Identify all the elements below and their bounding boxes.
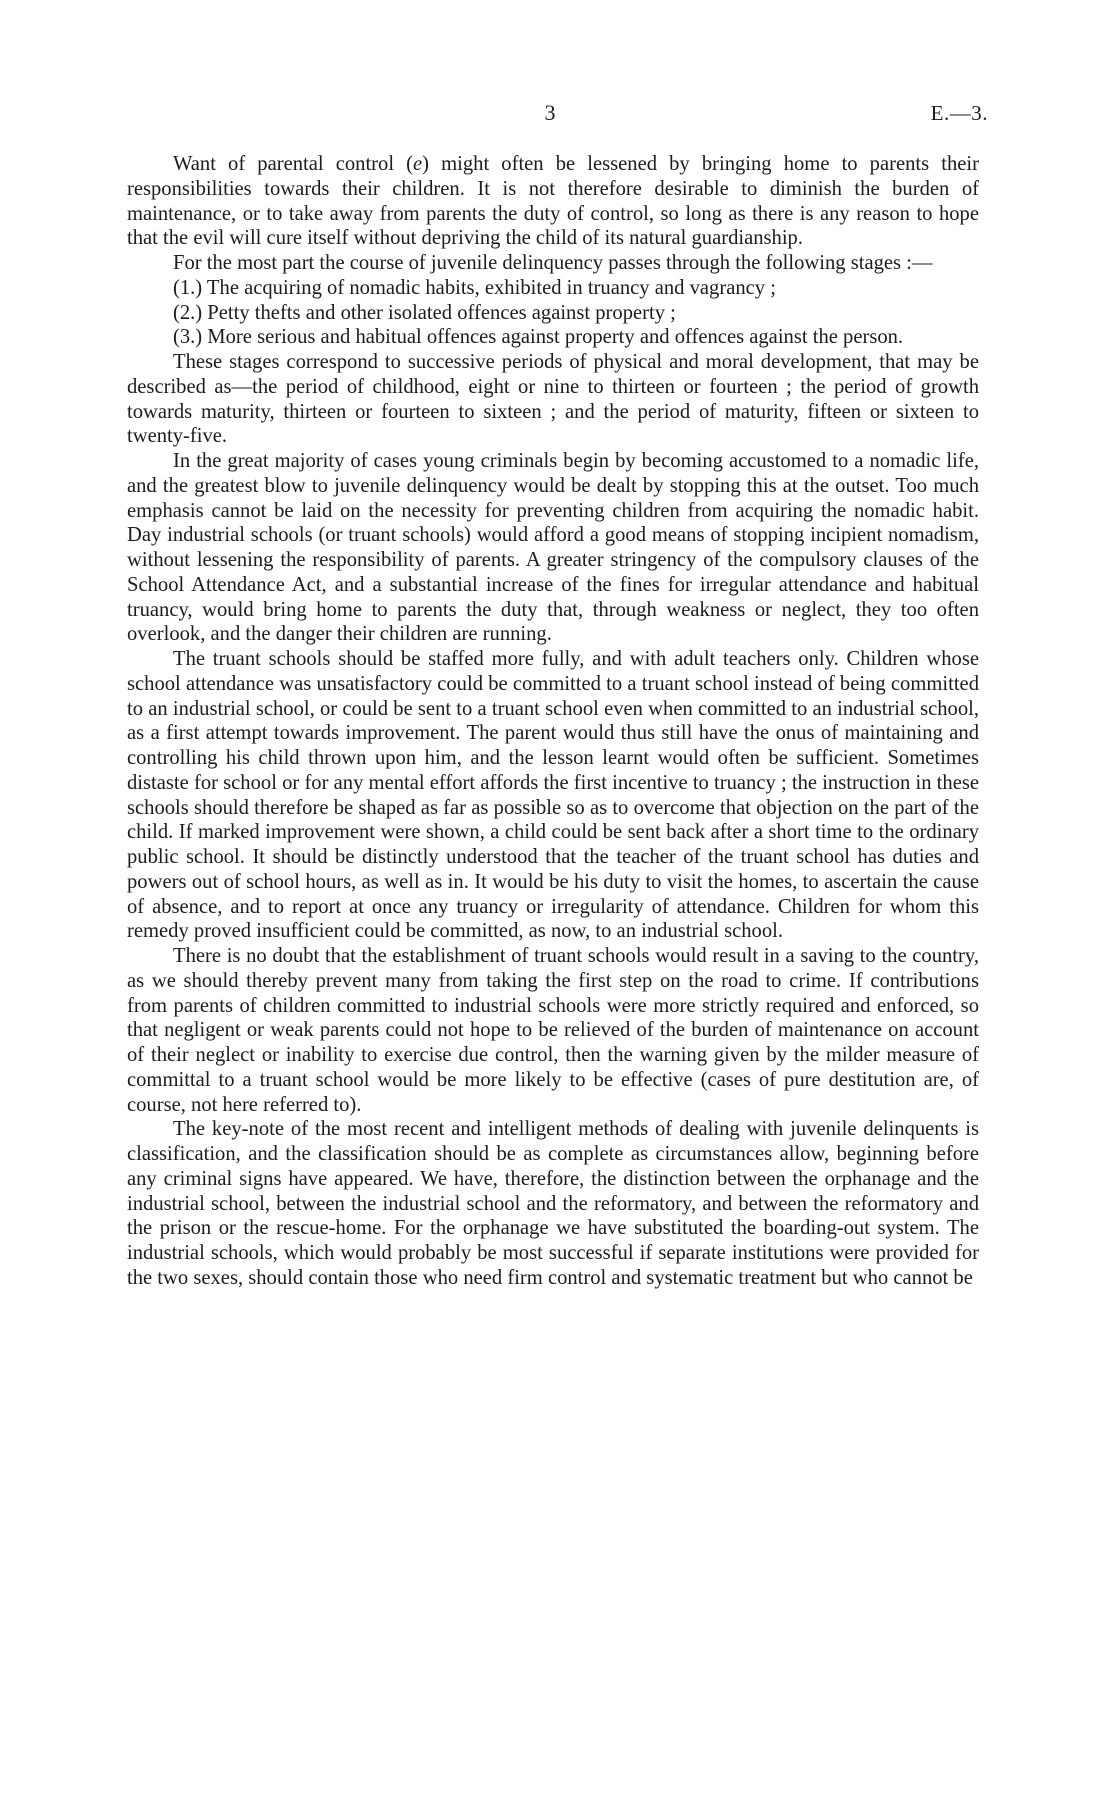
stage-item-3: (3.) More serious and habitual offences against property and offences against the person. bbox=[173, 326, 904, 349]
stage-item-1: (1.) The acquiring of nomadic habits, exhibited in truancy and vagrancy ; bbox=[173, 276, 776, 299]
paragraph-stages-intro: For the most part the course of juvenile delinquency passes through the following stages :— bbox=[173, 252, 933, 274]
stage-item-2: (2.) Petty thefts and other isolated offences against property ; bbox=[173, 301, 676, 324]
footnote-letter: e bbox=[413, 153, 423, 175]
paragraph-classification: The key-note of the most recent and intelligent methods of dealing with juvenile delinquents is classification, and the classification should be as complete as circumstances allow, beginning before any criminal signs have appeared. We have, therefore, the distinction between the orphanage and the industrial school, between the industrial school and the reformatory, and between the reformatory and the prison or the rescue-home. For the orphanage we have substituted the boarding-out system. The industrial schools, which would probably be most successful if separate institutions were provided for the two sexes, should contain those who need firm control and systematic treatment but who cannot be bbox=[127, 1118, 979, 1289]
paragraph-truant-schools: The truant schools should be staffed more fully, and with adult teachers only. Children whose school attendance was unsatisfactory could be committed to a truant school instead of being committed to an industrial school, or could be sent to a truant school even when committed to an industrial school, as a first attempt towards improvement. The parent would thus still have the onus of maintaining and controlling his child thrown upon him, and the lesson learnt would often be sufficient. Sometimes distaste for school or for any mental effort affords the first incentive to truancy ; the instruction in these schools should therefore be shaped as far as possible so as to overcome that objection on the part of the child. If marked improvement were shown, a child could be sent back after a short time to the ordinary public school. It should be distinctly understood that the teacher of the truant school has duties and powers out of school hours, as well as in. It would be his duty to visit the homes, to ascertain the cause of absence, and to report at once any truancy or irregularity of attendance. Children for whom this remedy proved insufficient could be committed, as now, to an industrial school. bbox=[127, 648, 979, 943]
paragraph-parental-control: Want of parental control (e) might often be lessened by bringing home to parents their responsibilities towards their children. It is not therefore desirable to diminish the burden of maintenance, or to take away from parents the duty of control, so long as there is any reason to hope that the evil will cure itself without depriving the child of its natural guardianship. bbox=[127, 153, 979, 250]
paragraph-nomadic-life: In the great majority of cases young criminals begin by becoming accustomed to a nomadic life, and the greatest blow to juvenile delinquency would be dealt by stopping this at the outset. Too much emphasis cannot be laid on the necessity for preventing children from acquiring the nomadic habit. Day industrial schools (or truant schools) would afford a good means of stopping incipient nomadism, without lessening the responsibility of parents. A greater stringency of the compulsory clauses of the School Attendance Act, and a substantial increase of the fines for irregular attendance and habitual truancy, would bring home to parents the duty that, through weakness or neglect, they too often overlook, and the danger their children are running. bbox=[127, 450, 979, 646]
document-reference: E.—3. bbox=[930, 101, 988, 125]
paragraph-development-periods: These stages correspond to successive periods of physical and moral development, that may be described as—the period of childhood, eight or nine to thirteen or fourteen ; the period of growth towards maturity, thirteen or fourteen to sixteen ; and the period of maturity, fifteen or sixteen to twenty-five. bbox=[127, 351, 979, 448]
body-text bbox=[127, 152, 979, 1291]
paragraph-saving-to-country: There is no doubt that the establishment of truant schools would result in a saving to the country, as we should thereby prevent many from taking the first step on the road to crime. If contributions from parents of children committed to industrial schools were more strictly required and enforced, so that negligent or weak parents could not hope to be relieved of the burden of maintenance on account of their neglect or inability to exercise due control, then the warning given by the milder measure of committal to a truant school would be more likely to be effective (cases of pure destitution are, of course, not here referred to). bbox=[127, 945, 979, 1116]
page-number: 3 bbox=[544, 100, 556, 125]
